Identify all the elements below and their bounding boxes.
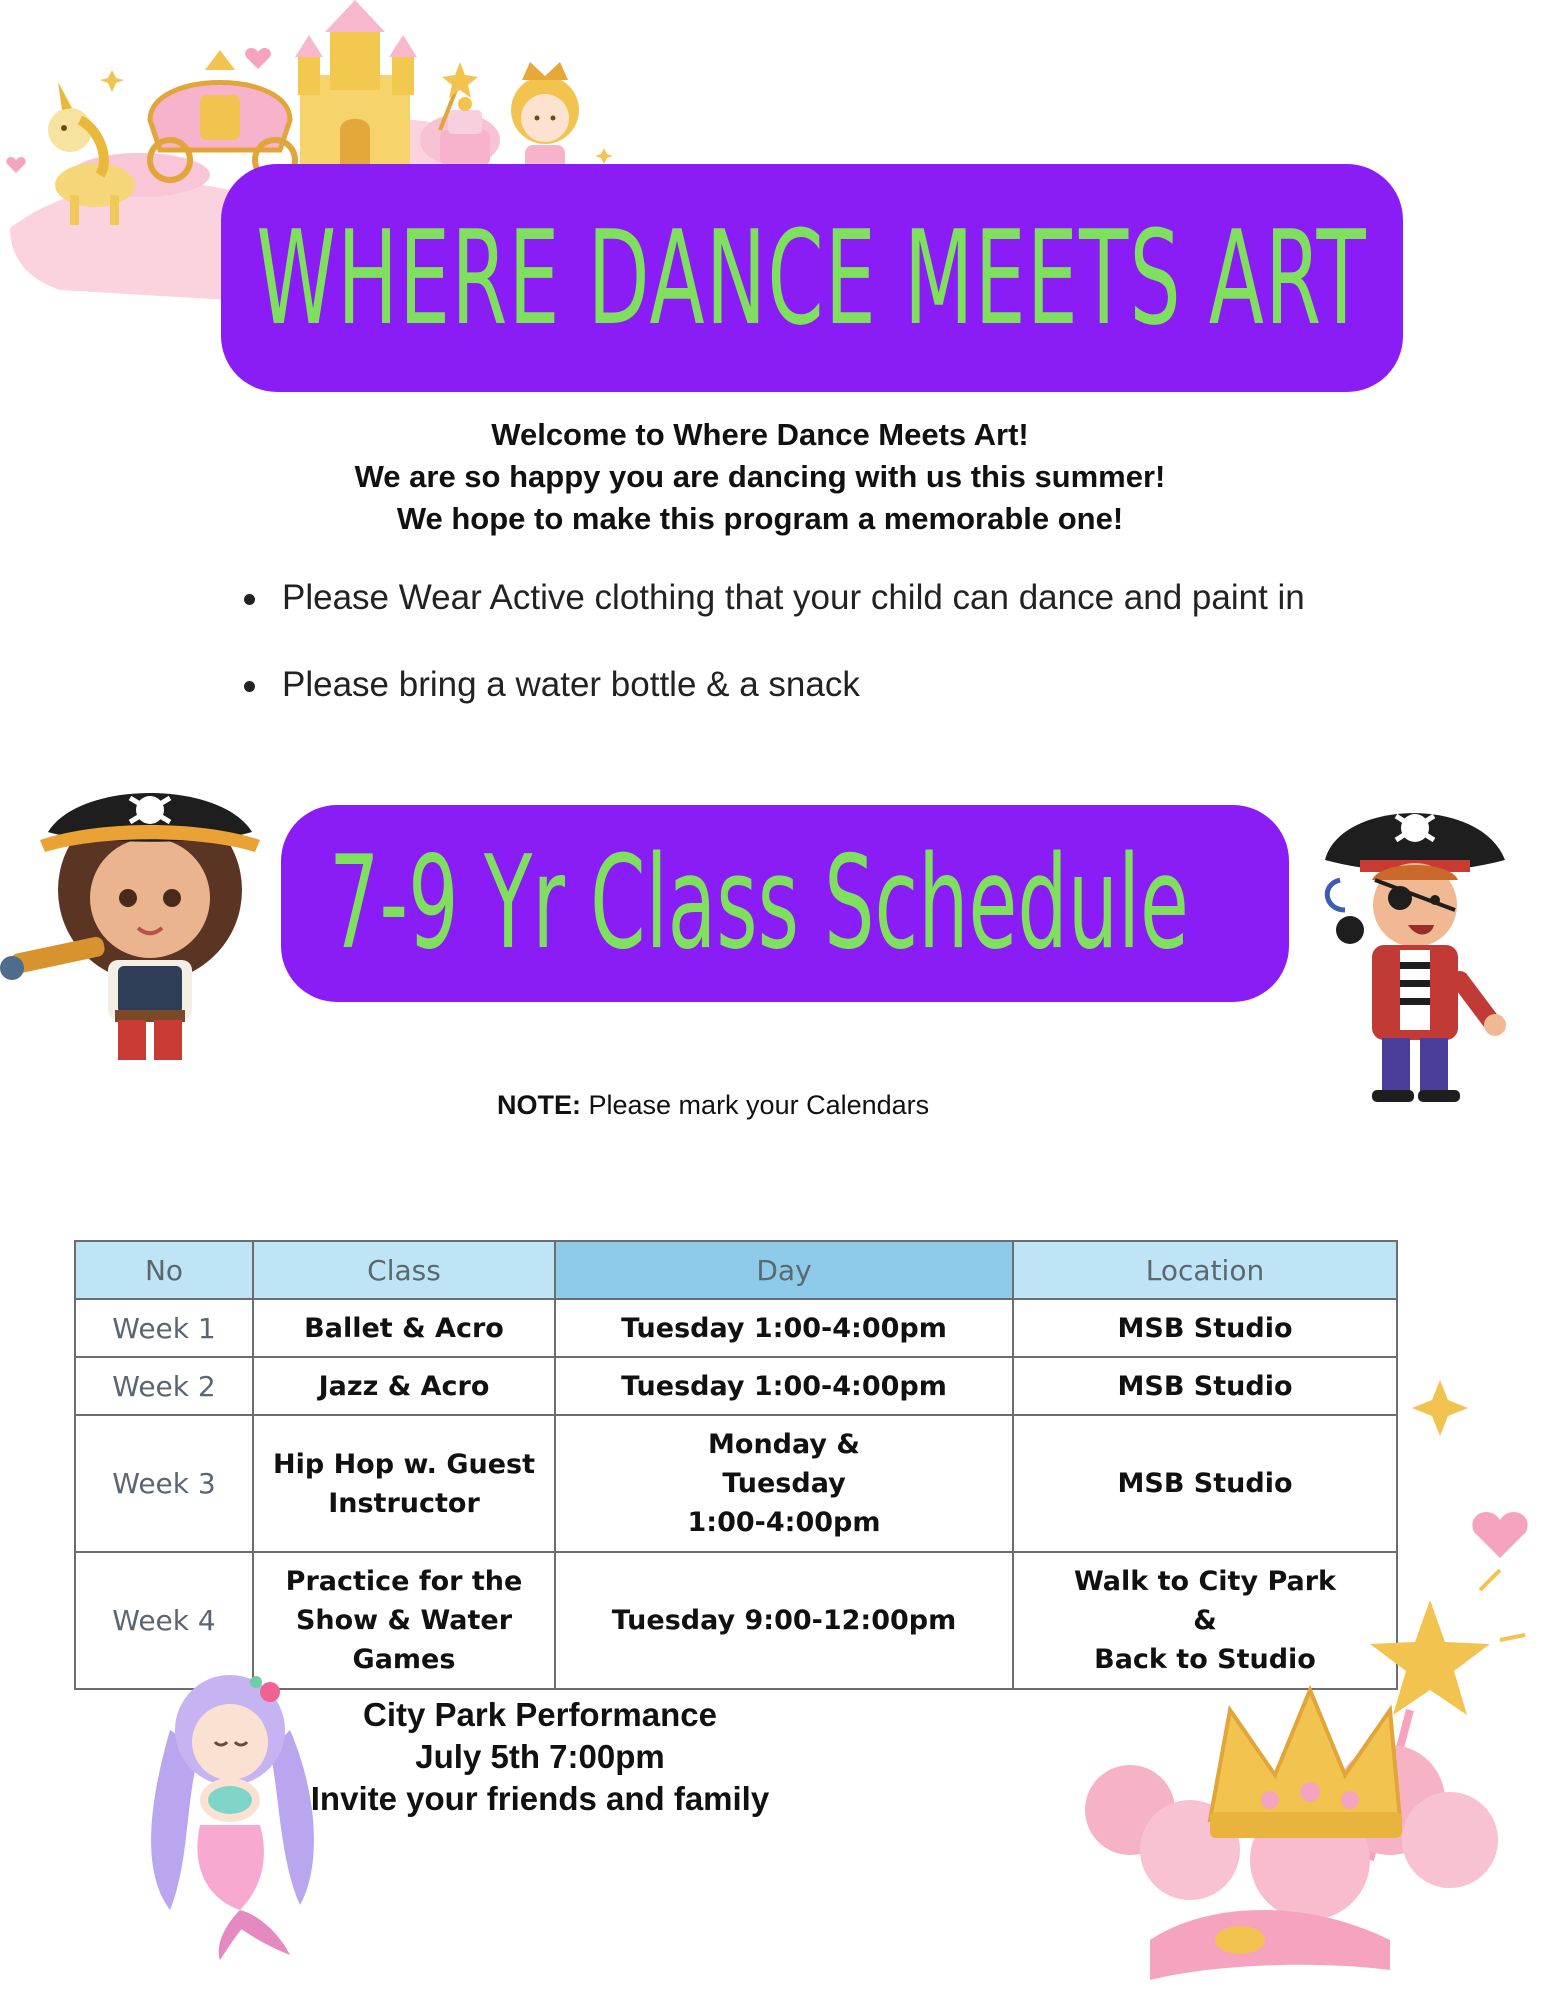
slipper-icon [1150, 1910, 1390, 1980]
cell-location [1013, 1299, 1397, 1357]
castle-icon [295, 0, 417, 165]
sparkle-icon [1412, 1380, 1468, 1436]
table-row [75, 1299, 1397, 1357]
instructions-list [240, 568, 1305, 742]
sparkle-icon [595, 148, 613, 164]
cell-line: Tuesday 1:00-4:00pm [621, 1370, 947, 1402]
note-text [497, 1090, 929, 1121]
note-label: NOTE: [497, 1090, 581, 1120]
schedule-title: 7-9 Yr Class Schedule [329, 828, 1189, 978]
cell-class [253, 1357, 555, 1415]
welcome-line: We are so happy you are dancing with us this summer! [354, 459, 1166, 494]
boy-pirate-icon [1300, 780, 1530, 1110]
cell-line: Show & Water [295, 1605, 513, 1636]
cell-week: Week 1 [75, 1299, 253, 1357]
page-title: WHERE DANCE MEETS ART [256, 202, 1368, 354]
welcome-message [260, 414, 1260, 540]
column-header-day: Day [555, 1241, 1013, 1299]
schedule-banner [281, 805, 1289, 1002]
cell-line: MSB Studio [1117, 1312, 1293, 1344]
girl-pirate-icon [0, 770, 260, 1070]
cell-line: Tuesday 9:00-12:00pm [611, 1605, 957, 1636]
cell-line: MSB Studio [1117, 1468, 1293, 1499]
princess-icon [511, 62, 579, 170]
cell-line: 1:00-4:00pm [687, 1507, 881, 1538]
cell-line: Games [352, 1644, 456, 1675]
performance-info [290, 1694, 790, 1820]
cell-line: Monday & [708, 1429, 860, 1460]
cell-line: MSB Studio [1117, 1370, 1293, 1402]
cell-day [555, 1299, 1013, 1357]
cell-line: Hip Hop w. Guest [273, 1448, 535, 1480]
title-banner [221, 164, 1403, 392]
instruction-item: Please Wear Active clothing that your child can dance and paint in [240, 568, 1305, 655]
cell-day [555, 1552, 1013, 1689]
table-header-row [75, 1241, 1397, 1299]
note-body: Please mark your Calendars [581, 1090, 930, 1120]
crown-decoration-cluster [1060, 1380, 1545, 2000]
cell-day [555, 1357, 1013, 1415]
performance-line: Invite your friends and family [310, 1780, 770, 1817]
instruction-item: Please bring a water bottle & a snack [240, 655, 1305, 742]
heart-icon [245, 48, 271, 69]
column-header-class: Class [253, 1241, 555, 1299]
column-header-no: No [75, 1241, 253, 1299]
cell-week: Week 2 [75, 1357, 253, 1415]
cell-line: Jazz & Acro [318, 1370, 490, 1402]
cell-week: Week 3 [75, 1415, 253, 1552]
cell-class [253, 1415, 555, 1552]
sparkle-icon [100, 70, 124, 92]
cell-line: Practice for the [285, 1566, 523, 1597]
cell-line: Back to Studio [1094, 1644, 1316, 1675]
column-header-location: Location [1013, 1241, 1397, 1299]
cell-class [253, 1299, 555, 1357]
heart-icon [6, 157, 25, 173]
performance-line: City Park Performance [363, 1696, 717, 1733]
welcome-line: Welcome to Where Dance Meets Art! [491, 417, 1029, 452]
performance-line: July 5th 7:00pm [415, 1738, 665, 1775]
cell-week: Week 4 [75, 1552, 253, 1689]
cell-line: & [1193, 1605, 1217, 1636]
cell-line: Walk to City Park [1073, 1566, 1337, 1597]
crown-icon [1210, 1690, 1402, 1838]
cell-line: Tuesday 1:00-4:00pm [621, 1312, 947, 1344]
welcome-line: We hope to make this program a memorable one! [396, 501, 1124, 536]
cell-day [555, 1415, 1013, 1552]
heart-icon [1472, 1512, 1527, 1558]
cell-line: Ballet & Acro [304, 1312, 504, 1344]
cell-line: Tuesday [722, 1468, 846, 1499]
cell-line: Instructor [328, 1487, 480, 1519]
